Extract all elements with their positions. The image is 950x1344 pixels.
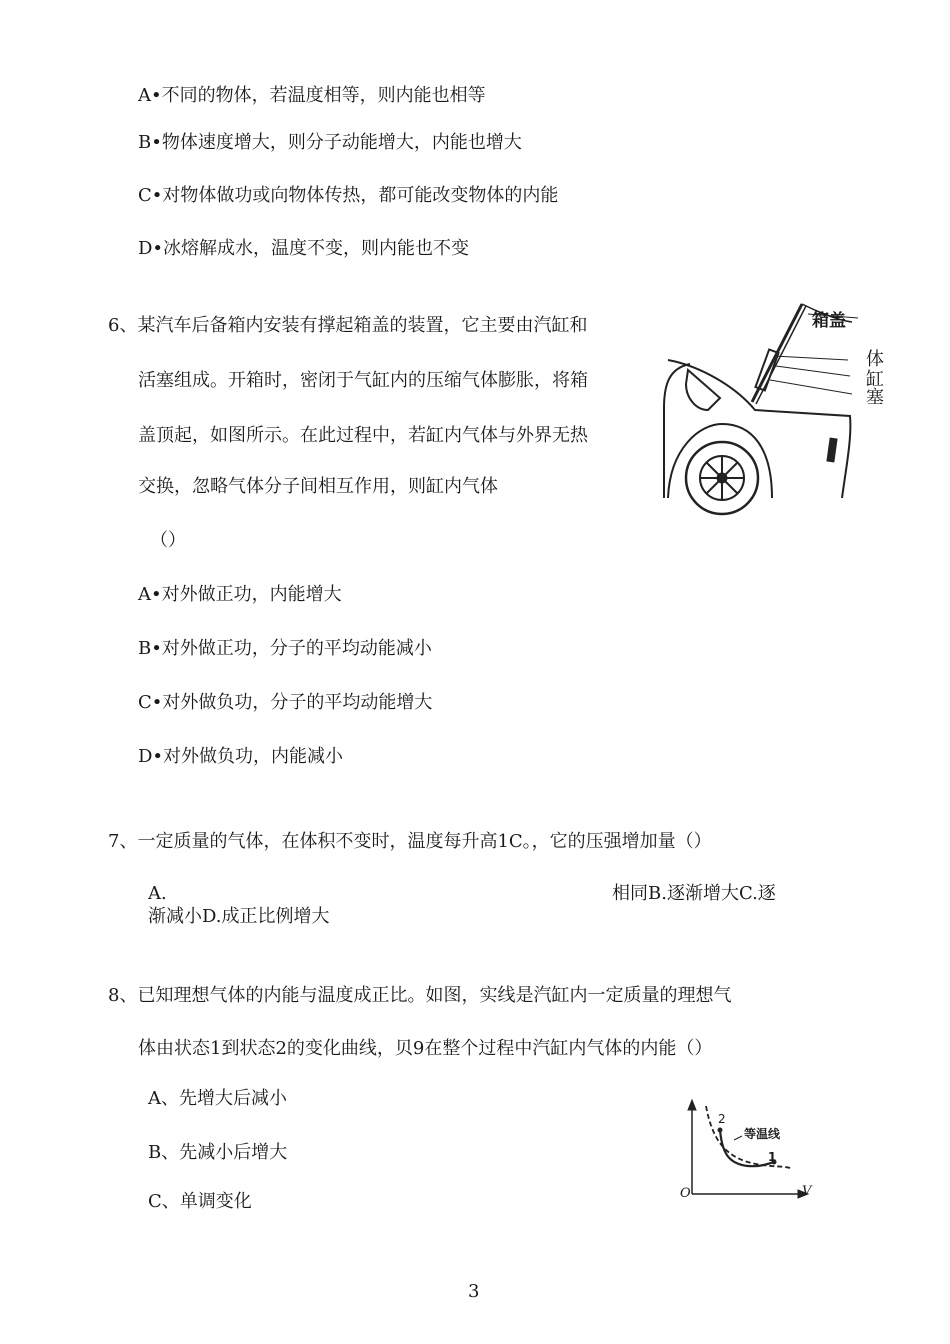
origin-label: O: [680, 1186, 691, 1201]
car-trunk-figure: [660, 298, 900, 516]
q6-stem-line4: 交换，忽略气体分子间相互作用，则缸内气体: [138, 476, 498, 497]
q5-option-a: A•不同的物体，若温度相等，则内能也相等: [138, 85, 486, 106]
q5-option-c: C•对物体做功或向物体传热，都可能改变物体的内能: [138, 185, 559, 206]
point-1-label: 1: [768, 1150, 777, 1164]
q6-option-c: C•对外做负功，分子的平均动能增大: [138, 692, 433, 713]
q8-option-c: C、单调变化: [148, 1191, 252, 1212]
q5-option-b: B•物体速度增大，则分子动能增大，内能也增大: [138, 132, 522, 153]
q6-option-a: A•对外做正功，内能增大: [138, 584, 342, 605]
pv-graph-figure: [676, 1098, 816, 1206]
q7-stem: 7、一定质量的气体，在体积不变时，温度每升高1C。，它的压强增加量（）: [108, 831, 712, 852]
x-axis-label: V: [802, 1184, 812, 1199]
q6-answer-paren: （）: [150, 530, 186, 551]
q6-option-b: B•对外做正功，分子的平均动能减小: [138, 638, 432, 659]
q7-options-line2: 渐减小D.成正比例增大: [148, 906, 330, 927]
q8-option-b: B、先减小后增大: [148, 1142, 288, 1163]
page-number: 3: [468, 1281, 480, 1302]
q8-option-a: A、先增大后减小: [148, 1088, 287, 1109]
point-2-label: 2: [718, 1112, 726, 1126]
q7-option-a: A.: [148, 883, 167, 904]
q5-option-d: D•冰熔解成水，温度不变，则内能也不变: [138, 238, 470, 259]
q8-stem-line2: 体由状态1到状态2的变化曲线，贝9在整个过程中汽缸内气体的内能（）: [138, 1038, 713, 1059]
fig-label-cylinder: 缸: [866, 369, 884, 390]
fig-label-lid: 箱盖: [812, 311, 846, 331]
isotherm-label: 等温线: [744, 1127, 781, 1141]
q6-stem-line2: 活塞组成。开箱时，密闭于气缸内的压缩气体膨胀，将箱: [138, 370, 588, 391]
fig-label-gas: 体: [866, 349, 884, 370]
fig-label-piston: 塞: [866, 387, 884, 408]
q8-stem-line1: 8、已知理想气体的内能与温度成正比。如图，实线是汽缸内一定质量的理想气: [108, 985, 732, 1006]
q6-stem-line3: 盖顶起，如图所示。在此过程中，若缸内气体与外界无热: [138, 425, 588, 446]
q7-options-right: 相同B.逐渐增大C.逐: [612, 883, 776, 904]
q6-stem-line1: 6、某汽车后备箱内安装有撑起箱盖的装置，它主要由汽缸和: [108, 315, 588, 336]
q6-option-d: D•对外做负功，内能减小: [138, 746, 344, 767]
